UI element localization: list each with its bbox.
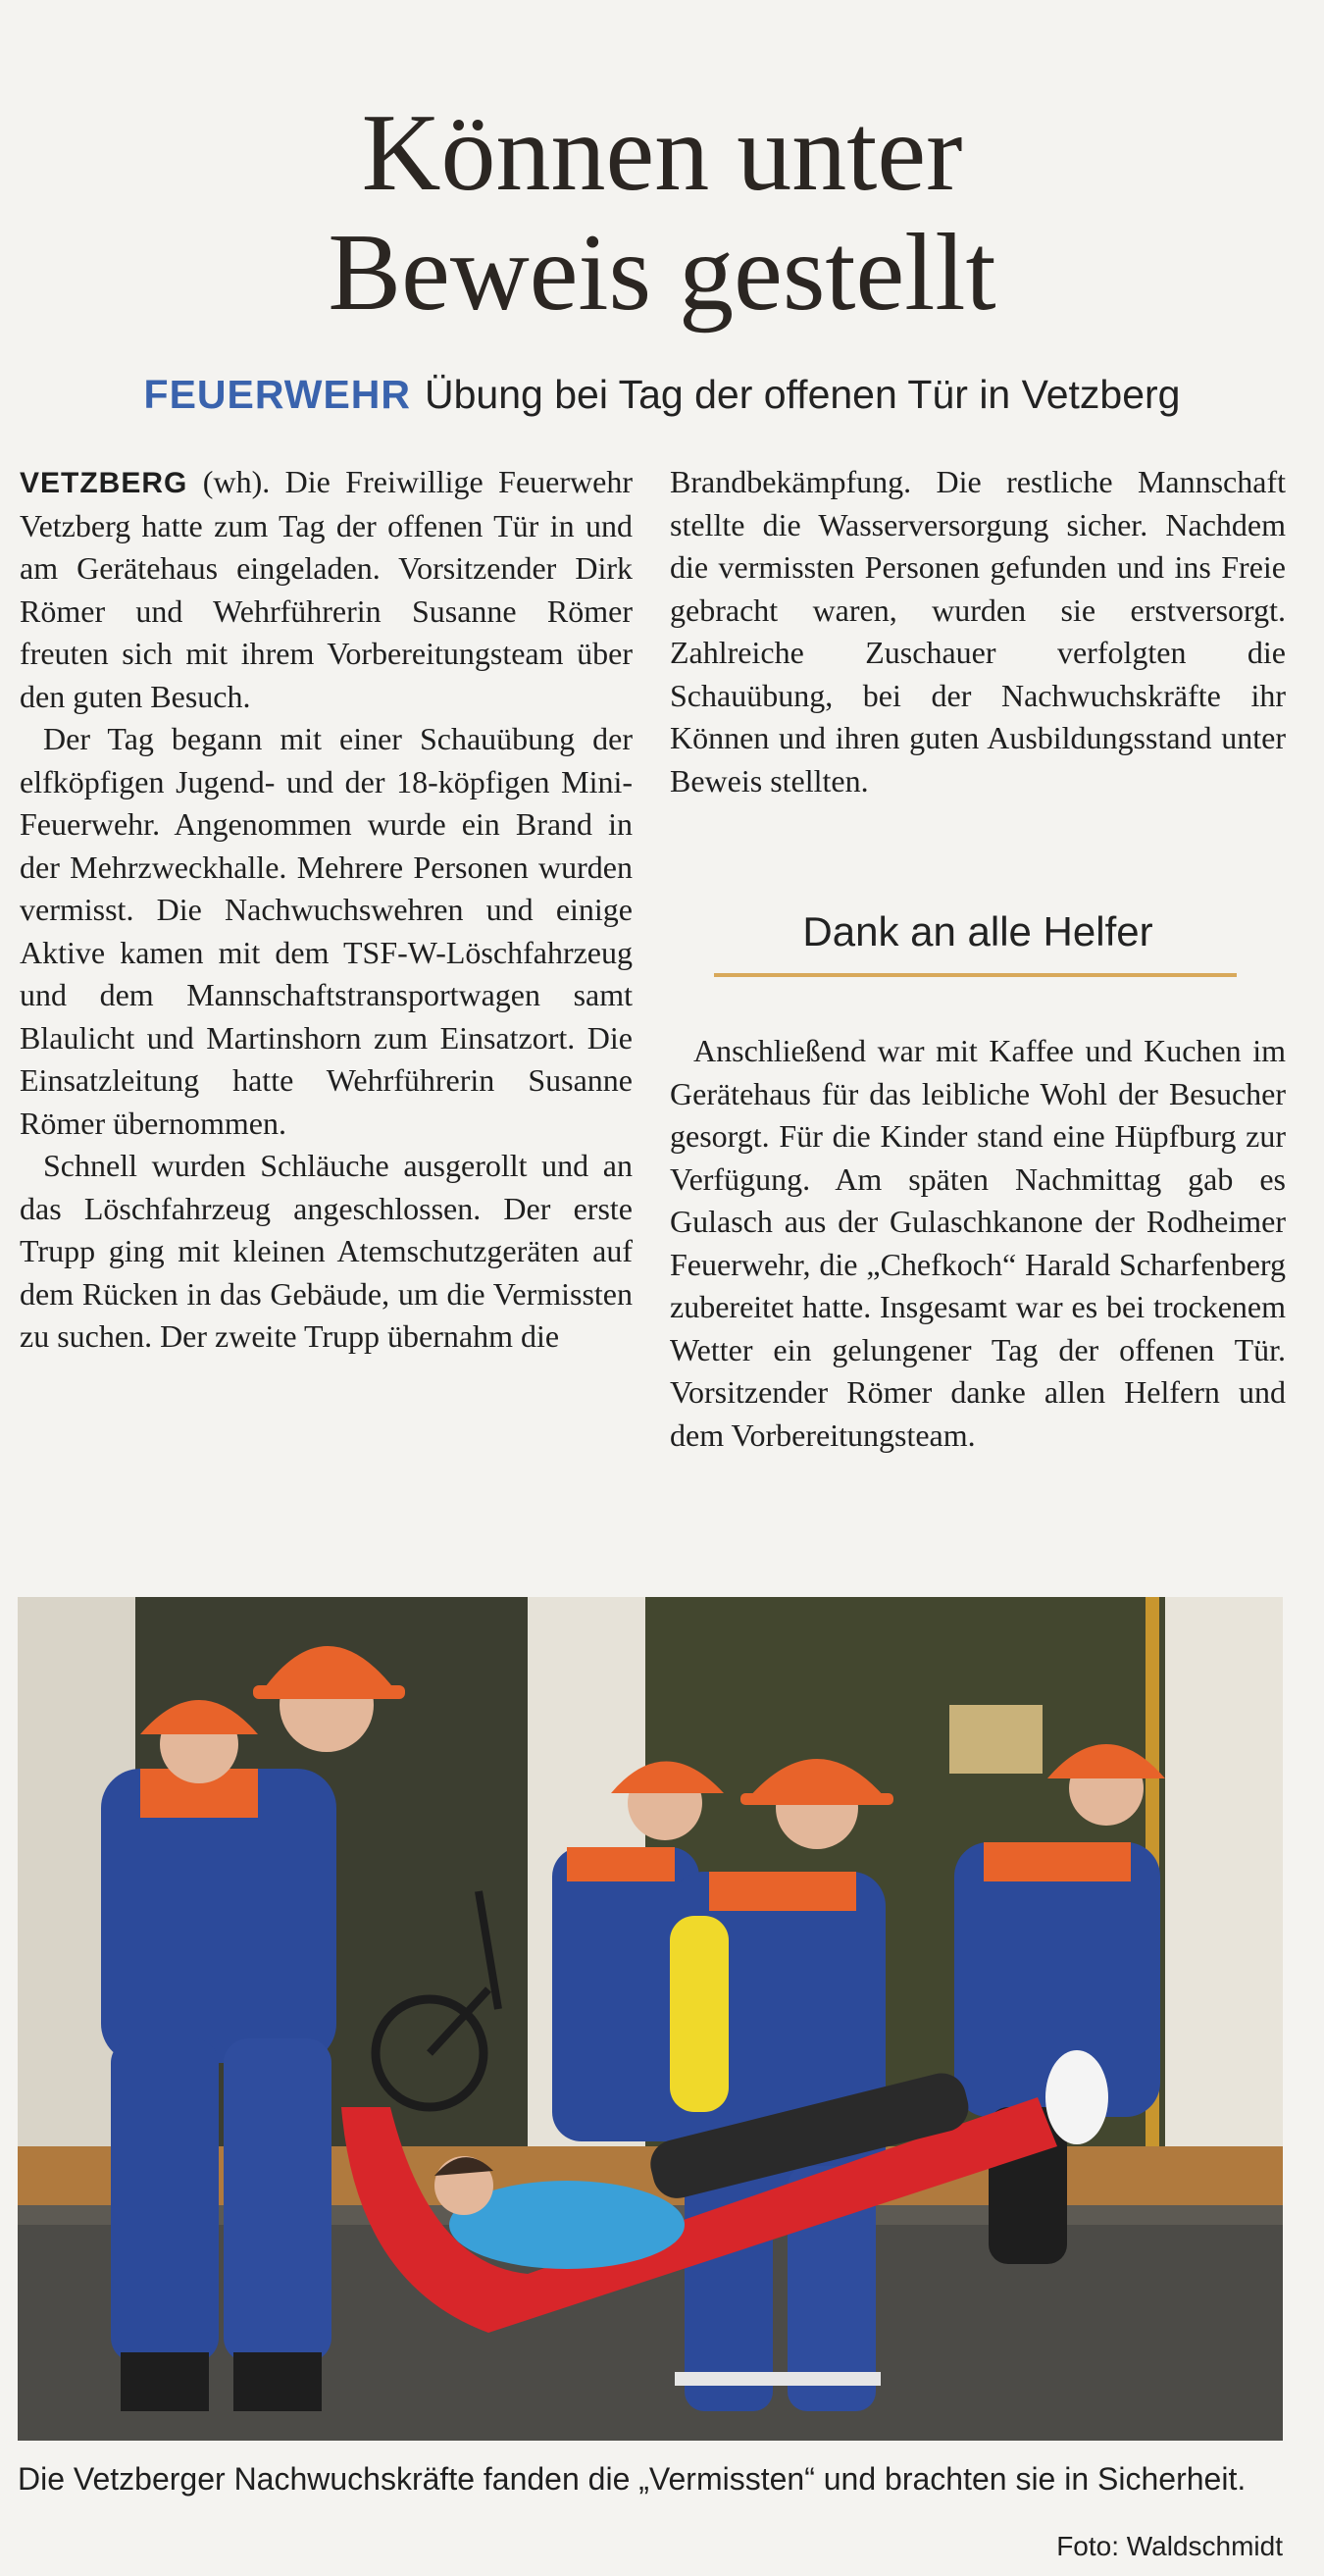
paragraph-4: Brandbekämpfung. Die restliche Mannschaft stellte die Wasserversorgung sicher. Nachdem die vermissten Personen gefunden und ins Freie gebracht waren, wurden sie erstversorgt. Zahlreiche Zuschauer verfolgten die Schauübung, bei der Nachwuchskräfte ihr Können und ihren guten Ausbildungsstand unter Beweis stellten. bbox=[670, 464, 1286, 799]
headline bbox=[0, 93, 1324, 333]
subheading-rule bbox=[714, 973, 1237, 977]
photo-caption: Die Vetzberger Nachwuchskräfte fanden die „Vermissten“ und brachten sie in Sicherheit. bbox=[18, 2461, 1247, 2497]
section-kicker: FEUERWEHR bbox=[143, 372, 412, 417]
body-column-right-lower bbox=[670, 1030, 1286, 1457]
body-column-left bbox=[20, 461, 633, 1359]
paragraph-3: Schnell wurden Schläuche ausgerollt und an das Löschfahrzeug angeschlossen. Der erste Trupp ging mit kleinen Atemschutzgeräten auf dem Rücken in das Gebäude, um die Vermissten zu suchen. Der zweite Trupp übernahm die bbox=[20, 1148, 633, 1354]
paragraph-1-text: (wh). Die Freiwillige Feuerwehr Vetzberg hatte zum Tag der offenen Tür in und am Gerätehaus eingeladen. Vorsitzender Dirk Römer und Wehrführerin Susanne Römer freuten sich mit ihrem Vorbereitungsteam über den guten Besuch. bbox=[20, 464, 633, 714]
paragraph-5: Anschließend war mit Kaffee und Kuchen im Gerätehaus für das leibliche Wohl der Besucher gesorgt. Für die Kinder stand eine Hüpfburg zur Verfügung. Am späten Nachmittag gab es Gulasch aus der Gulaschkanone der Rodheimer Feuerwehr, die „Chefkoch“ Harald Scharfenberg zubereitet hatte. Insgesamt war es bei trockenem Wetter ein gelungener Tag der offenen Tür. Vorsitzender Römer danke allen Helfern und dem Vorbereitungsteam. bbox=[670, 1033, 1286, 1453]
subtitle-line bbox=[0, 365, 1324, 424]
photo-illustration bbox=[18, 1597, 1283, 2441]
subtitle-text: Übung bei Tag der offenen Tür in Vetzberg bbox=[425, 372, 1181, 417]
photo-credit: Foto: Waldschmidt bbox=[1056, 2531, 1283, 2561]
headline-line-2: Beweis gestellt bbox=[328, 212, 996, 334]
headline-line-1: Können unter bbox=[361, 92, 963, 214]
body-column-right bbox=[670, 461, 1286, 802]
dateline: VETZBERG bbox=[20, 467, 188, 499]
paragraph-1 bbox=[20, 461, 633, 718]
subheading: Dank an alle Helfer bbox=[802, 908, 1153, 954]
article-photo bbox=[18, 1597, 1283, 2441]
paragraph-2: Der Tag begann mit einer Schauübung der elfköpfigen Jugend- und der 18-köpfigen Mini-Feuerwehr. Angenommen wurde ein Brand in der Mehrzweckhalle. Mehrere Personen wurden vermisst. Die Nachwuchswehren und einige Aktive kamen mit dem TSF-W-Löschfahrzeug und dem Mannschaftstransportwagen samt Blaulicht und Martinshorn zum Einsatzort. Die Einsatzleitung hatte Wehrführerin Susanne Römer übernommen. bbox=[20, 721, 633, 1141]
